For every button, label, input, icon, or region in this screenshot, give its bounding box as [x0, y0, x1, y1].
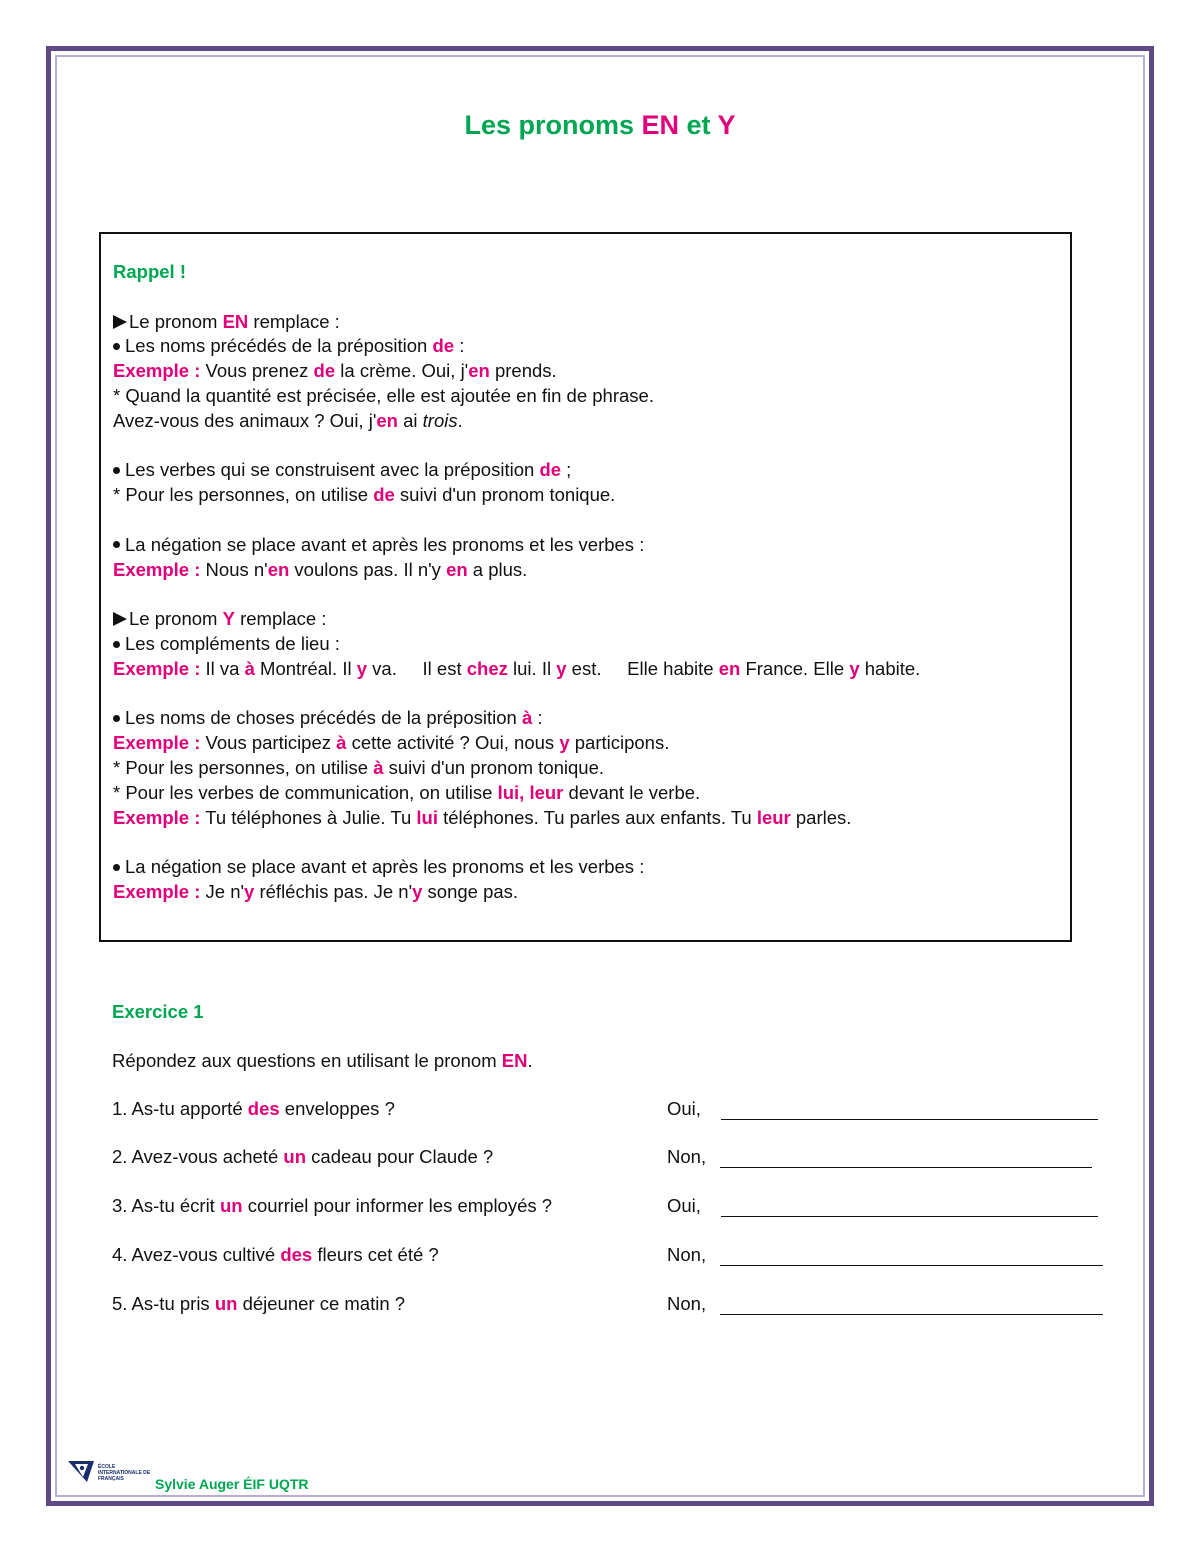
bullet-icon	[113, 343, 120, 350]
answer-label-5: Non,	[667, 1293, 707, 1314]
en-note-1: * Quand la quantité est précisée, elle est ajoutée en fin de phrase.	[113, 384, 654, 406]
y-rule-3: La négation se place avant et après les pronoms et les verbes :	[113, 855, 1058, 880]
answer-line-1[interactable]	[721, 1119, 1098, 1120]
y-rule-1: Les compléments de lieu :	[113, 632, 1058, 657]
school-logo-icon	[68, 1458, 96, 1484]
en-rule-1: Les noms précédés de la préposition de :	[113, 334, 1058, 359]
answer-line-5[interactable]	[720, 1314, 1103, 1315]
logo-text: ÉCOLE INTERNATIONALE DE FRANÇAIS	[98, 1464, 151, 1482]
en-intro: Le pronom EN remplace :	[113, 310, 1058, 335]
y-note-2: * Pour les verbes de communication, on utilise lui, leur devant le verbe.	[113, 781, 701, 803]
en-example-1: Exemple : Vous prenez de la crème. Oui, j'en prends.	[113, 360, 557, 382]
question-4: 4. Avez-vous cultivé des fleurs cet été ?	[112, 1244, 439, 1265]
exercise-title: Exercice 1	[112, 1001, 204, 1022]
y-example-3: Exemple : Tu téléphones à Julie. Tu lui téléphones. Tu parles aux enfants. Tu leur parles.	[113, 806, 852, 828]
answer-line-3[interactable]	[721, 1216, 1098, 1217]
en-note-2: * Pour les personnes, on utilise de suivi d'un pronom tonique.	[113, 484, 616, 506]
answer-line-4[interactable]	[720, 1265, 1103, 1266]
answer-label-3: Oui,	[667, 1195, 701, 1216]
en-rule-2: Les verbes qui se construisent avec la préposition de ;	[113, 458, 1058, 483]
answer-label-2: Non,	[667, 1146, 707, 1167]
question-1: 1. As-tu apporté des enveloppes ?	[112, 1098, 395, 1119]
exercise-instruction: Répondez aux questions en utilisant le pronom EN.	[112, 1050, 533, 1071]
triangle-bullet-icon	[113, 315, 127, 329]
y-example-2: Exemple : Vous participez à cette activité ? Oui, nous y participons.	[113, 732, 670, 754]
question-5: 5. As-tu pris un déjeuner ce matin ?	[112, 1293, 406, 1314]
footer-author: Sylvie Auger ÉIF UQTR	[155, 1476, 309, 1492]
answer-label-4: Non,	[667, 1244, 707, 1265]
y-example-1: Exemple : Il va à Montréal. Il y va. Il est chez lui. Il y est. Elle habite en France. Elle y habite.	[113, 657, 921, 679]
answer-line-2[interactable]	[720, 1167, 1092, 1168]
en-example-3: Exemple : Nous n'en voulons pas. Il n'y en a plus.	[113, 558, 528, 580]
question-2: 2. Avez-vous acheté un cadeau pour Claude ?	[112, 1146, 494, 1167]
en-rule-3: La négation se place avant et après les pronoms et les verbes :	[113, 533, 1058, 558]
bullet-icon	[113, 864, 120, 871]
bullet-icon	[113, 467, 120, 474]
page-title: Les pronoms EN et Y	[464, 110, 736, 140]
question-3: 3. As-tu écrit un courriel pour informer les employés ?	[112, 1195, 553, 1216]
bullet-icon	[113, 541, 120, 548]
bullet-icon	[113, 715, 120, 722]
rappel-box	[99, 232, 1072, 942]
answer-label-1: Oui,	[667, 1098, 701, 1119]
en-example-2: Avez-vous des animaux ? Oui, j'en ai trois.	[113, 409, 463, 431]
y-example-4: Exemple : Je n'y réfléchis pas. Je n'y songe pas.	[113, 880, 519, 902]
triangle-bullet-icon	[113, 612, 127, 626]
y-rule-2: Les noms de choses précédés de la préposition à :	[113, 706, 1058, 731]
bullet-icon	[113, 641, 120, 648]
y-intro: Le pronom Y remplace :	[113, 607, 1058, 632]
y-note-1: * Pour les personnes, on utilise à suivi d'un pronom tonique.	[113, 756, 605, 778]
rappel-heading: Rappel !	[113, 261, 186, 282]
